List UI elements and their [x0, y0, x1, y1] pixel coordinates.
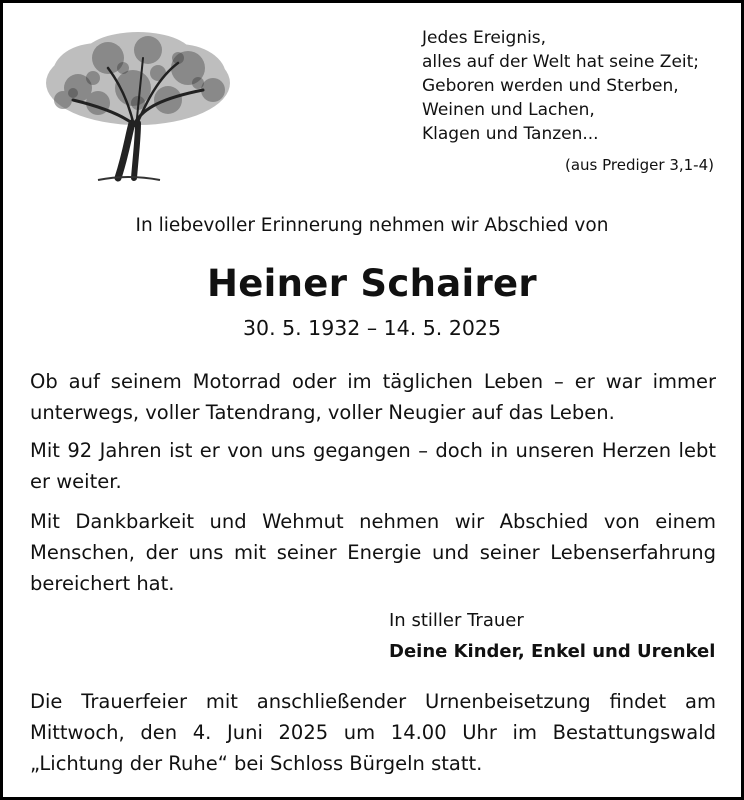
- mourning-line: In stiller Trauer: [389, 610, 524, 631]
- quote-line: Weinen und Lachen,: [422, 100, 595, 120]
- deceased-name: Heiner Schairer: [207, 262, 537, 305]
- tree-illustration: [38, 28, 238, 183]
- memorial-paragraph: Mit 92 Jahren ist er von uns gegangen – doch in unseren Herzen lebt er weiter.: [30, 439, 716, 493]
- signers: Deine Kinder, Enkel und Urenkel: [389, 641, 716, 662]
- life-dates: 30. 5. 1932 – 14. 5. 2025: [242, 316, 501, 340]
- quote-line: alles auf der Welt hat seine Zeit;: [422, 52, 700, 72]
- quote-line: Jedes Ereignis,: [422, 28, 547, 48]
- intro-text: In liebevoller Erinnerung nehmen wir Abschied von: [135, 215, 609, 236]
- quote-line: Geboren werden und Sterben,: [422, 76, 679, 96]
- memorial-paragraph: Ob auf seinem Motorrad oder im täglichen Leben – er war immer unterwegs, voller Tatendrang, voller Neugier auf das Leben.: [30, 370, 716, 424]
- quote-source: (aus Prediger 3,1-4): [564, 156, 714, 174]
- quote-block: [422, 26, 722, 146]
- quote-line: Klagen und Tanzen...: [422, 124, 599, 144]
- memorial-paragraph: Mit Dankbarkeit und Wehmut nehmen wir Abschied von einem Menschen, der uns mit seiner Energie und seiner Lebenserfahrung bereichert hat.: [30, 510, 716, 595]
- funeral-notice: Die Trauerfeier mit anschließender Urnenbeisetzung findet am Mittwoch, den 4. Juni 2025 um 14.00 Uhr im Bestattungswald „Lichtung der Ruhe“ bei Schloss Bürgeln statt.: [30, 690, 716, 775]
